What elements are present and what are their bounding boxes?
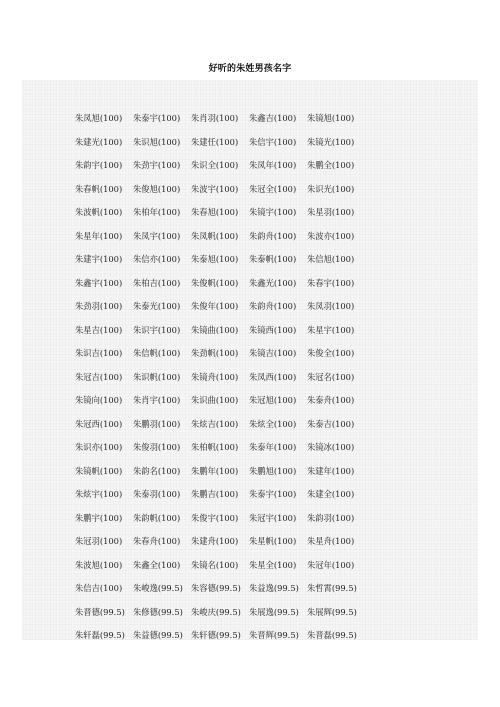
name-entry: 朱韵宇(100) bbox=[75, 160, 123, 170]
name-entry: 朱冠旭(100) bbox=[249, 395, 297, 405]
name-entry: 朱信旭(100) bbox=[307, 254, 355, 264]
name-row bbox=[75, 294, 375, 318]
name-entry: 朱建舟(100) bbox=[191, 536, 239, 546]
name-entry: 朱劲宇(100) bbox=[133, 160, 181, 170]
name-entry: 朱泰宇(100) bbox=[249, 489, 297, 499]
name-entry: 朱容德(99.5) bbox=[191, 583, 241, 593]
name-entry: 朱信吉(100) bbox=[75, 583, 123, 593]
name-entry: 朱建光(100) bbox=[75, 136, 123, 147]
name-entry: 朱建全(100) bbox=[307, 489, 355, 499]
name-entry: 朱识吉(100) bbox=[75, 348, 123, 358]
name-entry: 朱凤羽(100) bbox=[307, 301, 355, 311]
name-entry: 朱冠羽(100) bbox=[75, 536, 123, 546]
name-entry: 朱凤西(100) bbox=[249, 371, 297, 382]
document-title: 好听的朱姓男孩名字 bbox=[208, 64, 292, 74]
name-entry: 朱肖宇(100) bbox=[133, 395, 181, 405]
name-entry: 朱镜向(100) bbox=[75, 395, 123, 405]
name-entry: 朱泰舟(100) bbox=[307, 395, 355, 405]
name-entry: 朱识宇(100) bbox=[133, 324, 181, 335]
name-entry: 朱建任(100) bbox=[191, 136, 239, 147]
name-entry: 朱镜西(100) bbox=[249, 324, 297, 335]
name-entry: 朱泰旭(100) bbox=[191, 254, 239, 264]
name-entry: 朱凤旭(100) bbox=[75, 113, 123, 123]
name-entry: 朱柏吉(100) bbox=[133, 277, 181, 288]
name-row bbox=[75, 553, 375, 577]
name-entry: 朱鑫光(100) bbox=[249, 277, 297, 288]
name-entry: 朱识旭(100) bbox=[133, 136, 181, 147]
name-row bbox=[75, 482, 375, 506]
name-entry: 朱波亦(100) bbox=[307, 230, 355, 241]
name-entry: 朱识帆(100) bbox=[133, 371, 181, 382]
name-entry: 朱肖羽(100) bbox=[191, 113, 239, 123]
name-entry: 朱冠西(100) bbox=[75, 418, 123, 429]
name-row bbox=[75, 341, 375, 365]
name-entry: 朱镜光(100) bbox=[307, 136, 355, 147]
name-row bbox=[75, 435, 375, 459]
name-entry: 朱信亦(100) bbox=[133, 254, 181, 264]
name-entry: 朱轩磊(99.5) bbox=[75, 630, 125, 640]
name-entry: 朱展辉(99.5) bbox=[307, 606, 357, 617]
name-entry: 朱星全(100) bbox=[249, 559, 297, 570]
name-row bbox=[75, 623, 375, 647]
name-entry: 朱镜曲(100) bbox=[191, 324, 239, 335]
name-row bbox=[75, 177, 375, 201]
name-entry: 朱春宇(100) bbox=[307, 277, 355, 288]
name-entry: 朱俊旭(100) bbox=[133, 183, 181, 194]
name-entry: 朱星宇(100) bbox=[307, 324, 355, 335]
name-entry: 朱泰羽(100) bbox=[133, 489, 181, 499]
name-entry: 朱泰年(100) bbox=[249, 442, 297, 452]
name-entry: 朱劲羽(100) bbox=[75, 301, 123, 311]
name-entry: 朱益德(99.5) bbox=[133, 630, 183, 640]
name-entry: 朱冠年(100) bbox=[307, 559, 355, 570]
name-entry: 朱镜舟(100) bbox=[191, 371, 239, 382]
name-entry: 朱炫宇(100) bbox=[75, 489, 123, 499]
name-entry: 朱韵帆(100) bbox=[133, 512, 181, 523]
name-entry: 朱凤帆(100) bbox=[191, 230, 239, 241]
name-entry: 朱柏帆(100) bbox=[191, 442, 239, 452]
name-entry: 朱泰宇(100) bbox=[133, 113, 181, 123]
name-entry: 朱韵名(100) bbox=[133, 465, 181, 476]
name-entry: 朱炫吉(100) bbox=[191, 418, 239, 429]
name-row bbox=[75, 318, 375, 342]
name-entry: 朱镜宇(100) bbox=[249, 207, 297, 217]
name-entry: 朱俊宇(100) bbox=[191, 512, 239, 523]
name-entry: 朱炫全(100) bbox=[249, 418, 297, 429]
name-entry: 朱展逸(99.5) bbox=[249, 606, 299, 617]
name-entry: 朱星帆(100) bbox=[249, 536, 297, 546]
name-entry: 朱修德(99.5) bbox=[133, 606, 183, 617]
name-entry: 朱韵羽(100) bbox=[307, 512, 355, 523]
name-entry: 朱星吉(100) bbox=[75, 324, 123, 335]
name-entry: 朱冠名(100) bbox=[307, 371, 355, 382]
name-entry: 朱鹏旭(100) bbox=[249, 465, 297, 476]
name-row bbox=[75, 576, 375, 600]
name-row bbox=[75, 600, 375, 624]
name-entry: 朱星舟(100) bbox=[307, 536, 355, 546]
name-entry: 朱镜帆(100) bbox=[75, 465, 123, 476]
name-entry: 朱泰吉(100) bbox=[307, 418, 355, 429]
name-entry: 朱泰帆(100) bbox=[249, 254, 297, 264]
name-entry: 朱韵舟(100) bbox=[249, 230, 297, 241]
name-entry: 朱峻逸(99.5) bbox=[133, 583, 183, 593]
name-entry: 朱春帆(100) bbox=[75, 183, 123, 194]
name-entry: 朱晋德(99.5) bbox=[75, 606, 125, 617]
name-entry: 朱镜旭(100) bbox=[307, 113, 355, 123]
name-entry: 朱镜冰(100) bbox=[307, 442, 355, 452]
name-entry: 朱识亦(100) bbox=[75, 442, 123, 452]
name-row bbox=[75, 365, 375, 389]
name-row bbox=[75, 224, 375, 248]
name-entry: 朱俊帆(100) bbox=[191, 277, 239, 288]
name-entry: 朱鹏宇(100) bbox=[75, 512, 123, 523]
name-entry: 朱镜吉(100) bbox=[249, 348, 297, 358]
name-row bbox=[75, 412, 375, 436]
name-entry: 朱晋磊(99.5) bbox=[307, 630, 357, 640]
name-entry: 朱鹏羽(100) bbox=[133, 418, 181, 429]
name-entry: 朱星年(100) bbox=[75, 230, 123, 241]
name-entry: 朱晋辉(99.5) bbox=[249, 630, 299, 640]
name-entry: 朱鹏吉(100) bbox=[191, 489, 239, 499]
name-entry: 朱俊年(100) bbox=[191, 301, 239, 311]
name-entry: 朱春旭(100) bbox=[191, 207, 239, 217]
name-entry: 朱凤年(100) bbox=[249, 160, 297, 170]
name-entry: 朱识光(100) bbox=[307, 183, 355, 194]
name-row bbox=[75, 200, 375, 224]
name-entry: 朱鑫宇(100) bbox=[75, 277, 123, 288]
name-entry: 朱凤宇(100) bbox=[133, 230, 181, 241]
name-row bbox=[75, 459, 375, 483]
name-entry: 朱识全(100) bbox=[191, 160, 239, 170]
name-entry: 朱柏年(100) bbox=[133, 207, 181, 217]
name-entry: 朱建宇(100) bbox=[75, 254, 123, 264]
name-entry: 朱冠吉(100) bbox=[75, 371, 123, 382]
name-entry: 朱俊全(100) bbox=[307, 348, 355, 358]
name-entry: 朱波旭(100) bbox=[75, 559, 123, 570]
name-entry: 朱冠宇(100) bbox=[249, 512, 297, 523]
name-row bbox=[75, 247, 375, 271]
name-entry: 朱春舟(100) bbox=[133, 536, 181, 546]
name-entry: 朱泰光(100) bbox=[133, 301, 181, 311]
name-entry: 朱鹏年(100) bbox=[191, 465, 239, 476]
name-entry: 朱轩德(99.5) bbox=[191, 630, 241, 640]
name-row bbox=[75, 529, 375, 553]
name-entry: 朱俊羽(100) bbox=[133, 442, 181, 452]
name-entry: 朱识曲(100) bbox=[191, 395, 239, 405]
names-list bbox=[75, 106, 375, 647]
name-entry: 朱波宇(100) bbox=[191, 183, 239, 194]
name-row bbox=[75, 271, 375, 295]
name-entry: 朱鹏全(100) bbox=[307, 160, 355, 170]
name-row bbox=[75, 106, 375, 130]
name-entry: 朱信宇(100) bbox=[249, 136, 297, 147]
name-row bbox=[75, 130, 375, 154]
name-entry: 朱信帆(100) bbox=[133, 348, 181, 358]
name-entry: 朱波帆(100) bbox=[75, 207, 123, 217]
name-entry: 朱哲霄(99.5) bbox=[307, 583, 357, 593]
name-entry: 朱建年(100) bbox=[307, 465, 355, 476]
name-row bbox=[75, 506, 375, 530]
name-entry: 朱峻庆(99.5) bbox=[191, 606, 241, 617]
name-entry: 朱鑫全(100) bbox=[133, 559, 181, 570]
name-entry: 朱星羽(100) bbox=[307, 207, 355, 217]
name-entry: 朱益逸(99.5) bbox=[249, 583, 299, 593]
name-row bbox=[75, 153, 375, 177]
name-entry: 朱冠全(100) bbox=[249, 183, 297, 194]
name-row bbox=[75, 388, 375, 412]
name-entry: 朱镜名(100) bbox=[191, 559, 239, 570]
name-entry: 朱鑫吉(100) bbox=[249, 113, 297, 123]
name-entry: 朱韵舟(100) bbox=[249, 301, 297, 311]
name-entry: 朱劲帆(100) bbox=[191, 348, 239, 358]
